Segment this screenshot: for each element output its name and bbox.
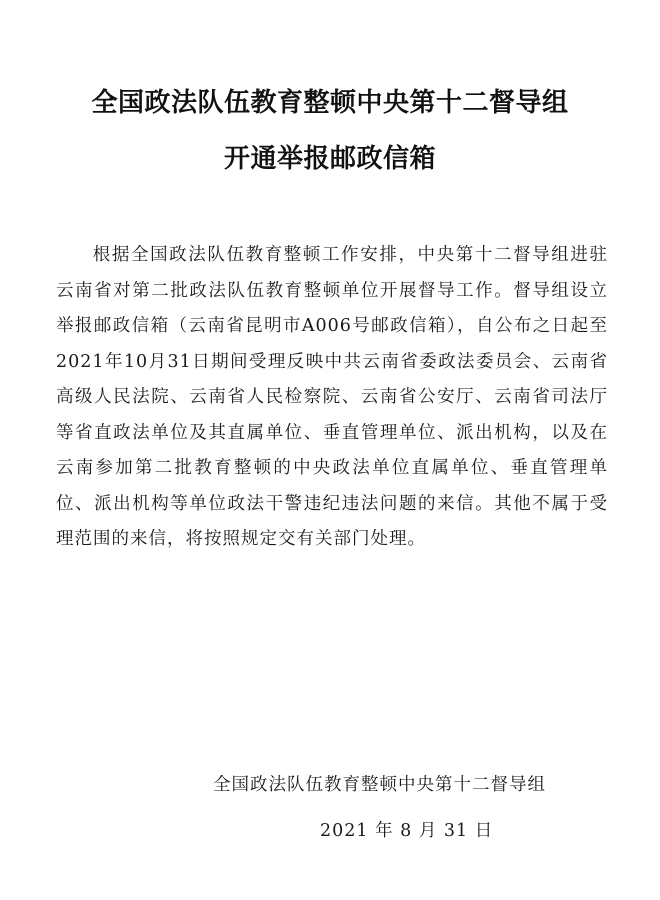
document-body-paragraph: 根据全国政法队伍教育整顿工作安排，中央第十二督导组进驻云南省对第二批政法队伍教育整顿单位开展督导工作。督导组设立举报邮政信箱（云南省昆明市A006号邮政信箱），自公布之日起至2021年10月31日期间受理反映中共云南省委政法委员会、云南省高级人民法院、云南省人民检察院、云南省公安厅、云南省司法厅等省直政法单位及其直属单位、垂直管理单位、派出机构，以及在云南参加第二批教育整顿的中央政法单位直属单位、垂直管理单位、派出机构等单位政法干警违纪违法问题的来信。其他不属于受理范围的来信，将按照规定交有关部门处理。 (56, 245, 608, 549)
document-title-line-1: 全国政法队伍教育整顿中央第十二督导组 (91, 88, 569, 118)
document-title-line-2: 开通举报邮政信箱 (223, 144, 436, 174)
document-date: 2021 年 8 月 31 日 (320, 821, 494, 841)
document-signature: 全国政法队伍教育整顿中央第十二督导组 (213, 775, 546, 795)
